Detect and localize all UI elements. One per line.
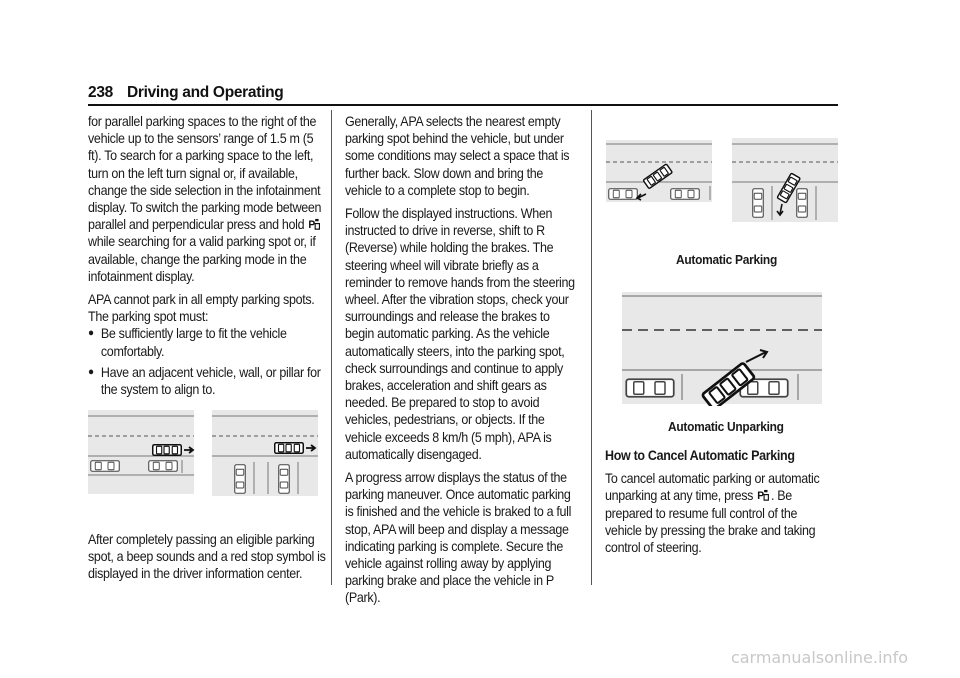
- road-panel-perpendicular: [732, 138, 838, 222]
- column-left-lower: [88, 531, 329, 589]
- parking-assist-icon: [308, 218, 321, 231]
- list-item-text: Have an adjacent vehicle, wall, or pillar for the system to align to.: [100, 364, 321, 398]
- paragraph-cancel: [605, 470, 837, 556]
- parked-car: [671, 189, 700, 200]
- bullet-icon: ●: [88, 327, 94, 340]
- column-right: [605, 447, 837, 562]
- list-item-text: Be sufficiently large to fit the vehicle comfortably.: [100, 326, 287, 359]
- ego-vehicle: [153, 445, 182, 456]
- parked-car: [753, 189, 764, 218]
- parked-car: [279, 465, 290, 494]
- ego-vehicle: [275, 443, 304, 454]
- bullet-icon: ●: [88, 365, 94, 378]
- column-divider-right: [591, 110, 592, 585]
- text-segment: for parallel parking spaces to the right of the vehicle up to the sensors’ range of 1.5 m (5 ft). To search for a parking space to the left, turn on the left turn signal or, if available, change the side selection in the infotainment display. To switch the parking mode between parallel and perpendicular press and hold: [88, 114, 322, 233]
- parked-car: [149, 461, 178, 472]
- parked-car: [609, 189, 638, 200]
- automatic-parking-illustration: [606, 138, 838, 224]
- paragraph-stop-symbol: After completely passing an eligible parking spot, a beep sounds and a red stop symbol is displayed in the driver information center.: [88, 532, 326, 582]
- parking-search-illustration: [88, 408, 318, 498]
- page-number: 238: [88, 84, 113, 101]
- figure-caption-parking: Automatic Parking: [676, 252, 777, 267]
- text-segment: . Be prepared to resume full control of the vehicle by pressing the brake and taking control of steering.: [605, 488, 816, 556]
- section-title: Driving and Operating: [126, 84, 284, 101]
- paragraph-instructions: Follow the displayed instructions. When instructed to drive in reverse, shift to R (Reverse) while holding the brakes. The steering wheel will vibrate briefly as a reminder to remove hands from the steering wheel. After the vibration stops, check your surroundings and release the brakes to begin automatic parking. As the vehicle automatically steers, into the parking spot, check surroundings and continue to apply brakes, acceleration and shift gears as needed. Be prepared to stop to avoid vehicles, pedestrians, or objects. If the vehicle exceeds 8 km/h (5 mph), APA is automatically disengaged.: [345, 206, 575, 462]
- paragraph-parking-search: [88, 113, 329, 285]
- watermark: carmanualsonline.info: [730, 648, 908, 667]
- section-heading-cancel: How to Cancel Automatic Parking: [605, 448, 795, 463]
- automatic-unparking-illustration: [622, 288, 822, 406]
- list-item: [88, 364, 329, 398]
- parked-car: [235, 465, 246, 494]
- parked-car: [91, 461, 120, 472]
- parking-assist-icon: [757, 489, 770, 502]
- column-left: [88, 113, 329, 402]
- list-item: [88, 325, 329, 359]
- parked-car: [797, 189, 808, 218]
- paragraph-spot-requirements: APA cannot park in all empty parking spots. The parking spot must:: [88, 292, 315, 325]
- text-segment: while searching for a valid parking spot or, if available, change the parking mode in the infotainment display.: [88, 234, 316, 284]
- column-divider-left: [331, 110, 332, 585]
- paragraph-progress: A progress arrow displays the status of the parking maneuver. Once automatic parking is finished and the vehicle is braked to a full stop, APA will beep and display a message indicating parking is complete. Secure the vehicle against rolling away by applying parking brake and place the vehicle in P (Park).: [345, 470, 572, 606]
- figure-caption-unparking: Automatic Unparking: [668, 419, 784, 434]
- header-rule: [88, 104, 838, 106]
- column-middle: [345, 113, 577, 613]
- parked-car: [626, 379, 674, 397]
- page-header: [88, 84, 283, 102]
- text-segment: To cancel automatic parking or automatic unparking at any time, press: [605, 471, 820, 504]
- paragraph-spot-selection: Generally, APA selects the nearest empty parking spot behind the vehicle, but under some conditions may select a space that is further back. Slow down and bring the vehicle to a complete stop to begin.: [345, 114, 570, 198]
